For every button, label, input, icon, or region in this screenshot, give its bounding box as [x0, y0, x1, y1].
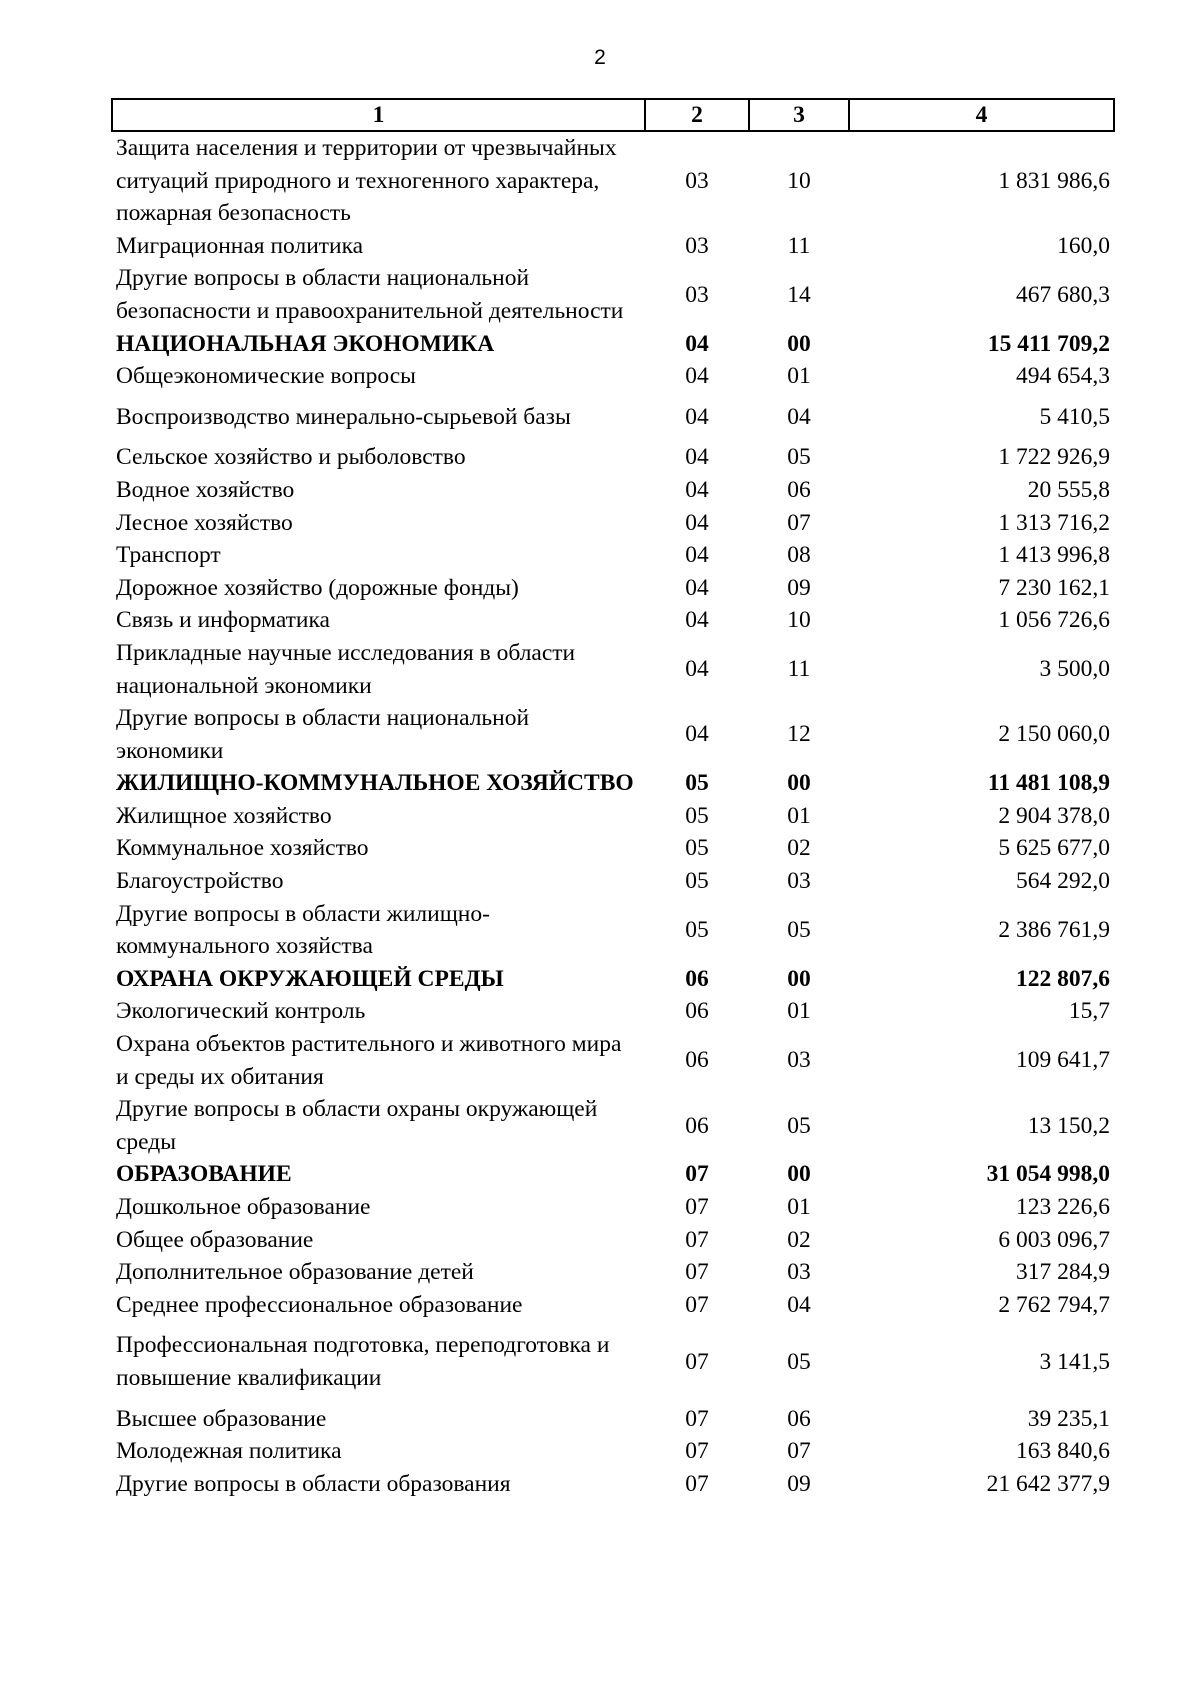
- row-name: Прикладные научные исследования в области национальной экономики: [116, 639, 576, 699]
- row-section-code: 04: [685, 656, 709, 683]
- row-amount: 123 226,6: [1016, 1194, 1110, 1220]
- row-subsection-code: 07: [787, 509, 811, 536]
- row-section-code: 06: [685, 1112, 709, 1139]
- row-section-code: 07: [685, 1348, 709, 1375]
- row-section-code: 04: [685, 363, 709, 390]
- row-section-code: 04: [685, 476, 709, 503]
- table-row: [112, 604, 1114, 637]
- table-row: [112, 637, 1114, 702]
- row-amount: 1 313 716,2: [998, 509, 1110, 536]
- row-name: Другие вопросы в области жилищно-коммунального хозяйства: [116, 900, 490, 960]
- row-subsection-code: 00: [787, 770, 811, 797]
- row-subsection-code: 01: [787, 998, 811, 1025]
- row-subsection-code: 01: [787, 363, 811, 390]
- row-name: Профессиональная подготовка, переподготовка и повышение квалификации: [116, 1332, 610, 1391]
- row-section-code: 07: [685, 1470, 709, 1497]
- row-subsection-code: 01: [787, 802, 811, 829]
- row-subsection-code: 00: [787, 1161, 811, 1188]
- row-subsection-code: 10: [787, 167, 811, 194]
- row-section-code: 05: [685, 802, 709, 829]
- section-row: [112, 963, 1114, 996]
- row-amount: 39 235,1: [1027, 1405, 1110, 1432]
- row-amount: 31 054 998,0: [986, 1161, 1110, 1188]
- table-row: [112, 1321, 1114, 1402]
- table-row: [112, 1191, 1114, 1224]
- row-amount: 494 654,3: [1016, 363, 1110, 390]
- row-name: Дошкольное образование: [116, 1194, 371, 1220]
- row-section-code: 04: [685, 574, 709, 601]
- row-section-code: 03: [685, 281, 709, 308]
- row-subsection-code: 04: [787, 403, 811, 430]
- row-name: Водное хозяйство: [116, 476, 295, 503]
- table-row: [112, 1468, 1114, 1501]
- row-amount: 1 722 926,9: [998, 444, 1110, 471]
- row-amount: 317 284,9: [1016, 1259, 1110, 1286]
- page-number: 2: [594, 46, 606, 69]
- row-subsection-code: 06: [787, 1405, 811, 1432]
- row-name: Другие вопросы в области образования: [116, 1470, 511, 1497]
- row-subsection-code: 07: [787, 1438, 811, 1465]
- row-name: Транспорт: [116, 542, 221, 569]
- row-section-code: 07: [685, 1161, 709, 1188]
- row-amount: 6 003 096,7: [998, 1226, 1110, 1253]
- row-name: Охрана объектов растительного и животного мира и среды их обитания: [116, 1031, 622, 1090]
- row-amount: 109 641,7: [1016, 1047, 1110, 1074]
- table-row: [112, 1256, 1114, 1289]
- row-name: Связь и информатика: [116, 607, 330, 634]
- header-row: [112, 99, 1114, 131]
- table-row: [112, 702, 1114, 767]
- header-col-1: 1: [112, 99, 645, 131]
- row-section-code: 07: [685, 1226, 709, 1253]
- row-amount: 2 762 794,7: [998, 1291, 1110, 1318]
- row-section-code: 07: [685, 1405, 709, 1432]
- row-subsection-code: 00: [787, 965, 811, 992]
- table-body: [112, 131, 1114, 1500]
- row-amount: 160,0: [1057, 232, 1110, 259]
- row-amount: 2 150 060,0: [998, 721, 1110, 748]
- row-name: Другие вопросы в области национальной безопасности и правоохранительной деятельности: [116, 265, 624, 324]
- row-section-code: 07: [685, 1194, 709, 1220]
- table-row: [112, 539, 1114, 572]
- table-header: [112, 99, 1114, 131]
- row-subsection-code: 10: [787, 607, 811, 634]
- row-amount: 5 410,5: [1039, 403, 1110, 430]
- row-section-code: 04: [685, 330, 709, 357]
- row-amount: 1 413 996,8: [998, 542, 1110, 569]
- table-row: [112, 360, 1114, 393]
- row-amount: 163 840,6: [1016, 1438, 1110, 1465]
- row-subsection-code: 12: [787, 721, 811, 748]
- row-name: Высшее образование: [116, 1405, 327, 1432]
- row-amount: 11 481 108,9: [987, 770, 1110, 797]
- row-name: Молодежная политика: [116, 1438, 342, 1465]
- table-row: [112, 393, 1114, 442]
- row-subsection-code: 04: [787, 1291, 811, 1318]
- row-subsection-code: 11: [787, 656, 811, 683]
- row-name: Другие вопросы в области национальной экономики: [116, 705, 530, 764]
- table-row: [112, 800, 1114, 833]
- row-name: ОБРАЗОВАНИЕ: [116, 1161, 292, 1188]
- row-name: Жилищное хозяйство: [116, 802, 332, 829]
- row-name: Другие вопросы в области охраны окружающей среды: [116, 1096, 598, 1155]
- row-section-code: 03: [685, 232, 709, 259]
- row-amount: 1 056 726,6: [998, 607, 1110, 634]
- row-section-code: 05: [685, 770, 709, 797]
- row-name: Дорожное хозяйство (дорожные фонды): [116, 574, 519, 601]
- row-section-code: 04: [685, 509, 709, 536]
- header-col-3: 3: [749, 99, 849, 131]
- row-subsection-code: 03: [787, 1047, 811, 1074]
- section-row: [112, 767, 1114, 800]
- row-subsection-code: 05: [787, 1112, 811, 1139]
- table-row: [112, 507, 1114, 540]
- row-name: Коммунальное хозяйство: [116, 835, 369, 862]
- table-row: [112, 1435, 1114, 1468]
- row-section-code: 07: [685, 1438, 709, 1465]
- table-row: [112, 230, 1114, 263]
- table-row: [112, 1289, 1114, 1322]
- row-subsection-code: 09: [787, 1470, 811, 1497]
- header-col-2: 2: [645, 99, 749, 131]
- row-section-code: 04: [685, 542, 709, 569]
- row-amount: 15,7: [1068, 998, 1110, 1025]
- section-row: [112, 328, 1114, 361]
- table-row: [112, 1028, 1114, 1093]
- row-amount: 1 831 986,6: [998, 167, 1110, 194]
- row-subsection-code: 11: [787, 232, 811, 259]
- row-name: Благоустройство: [116, 868, 284, 895]
- section-row: [112, 1158, 1114, 1191]
- row-amount: 5 625 677,0: [998, 835, 1110, 862]
- row-amount: 7 230 162,1: [998, 574, 1110, 601]
- row-amount: 2 386 761,9: [998, 916, 1110, 943]
- row-subsection-code: 03: [787, 1259, 811, 1286]
- row-section-code: 04: [685, 444, 709, 471]
- row-amount: 564 292,0: [1016, 868, 1110, 895]
- table-row: [112, 262, 1114, 327]
- table-row: [112, 572, 1114, 605]
- row-name: Лесное хозяйство: [116, 509, 293, 536]
- row-amount: 21 642 377,9: [986, 1470, 1110, 1497]
- row-section-code: 03: [685, 167, 709, 194]
- table-row: [112, 1093, 1114, 1158]
- row-subsection-code: 00: [787, 330, 811, 357]
- row-name: Защита населения и территории от чрезвычайных ситуаций природного и техногенного характера, пожарная безопасность: [116, 135, 617, 227]
- row-amount: 467 680,3: [1016, 281, 1110, 308]
- row-amount: 15 411 709,2: [987, 330, 1110, 357]
- row-subsection-code: 14: [787, 281, 811, 308]
- row-subsection-code: 06: [787, 476, 811, 503]
- row-amount: 13 150,2: [1027, 1112, 1110, 1139]
- row-name: Миграционная политика: [116, 232, 364, 259]
- row-name: Дополнительное образование детей: [116, 1259, 474, 1286]
- table-row: [112, 898, 1114, 963]
- row-subsection-code: 03: [787, 868, 811, 895]
- row-section-code: 06: [685, 965, 709, 992]
- row-amount: 2 904 378,0: [998, 802, 1110, 829]
- table-row: [112, 474, 1114, 507]
- row-subsection-code: 02: [787, 1226, 811, 1253]
- table-row: [112, 865, 1114, 898]
- row-section-code: 04: [685, 607, 709, 634]
- row-subsection-code: 05: [787, 1348, 811, 1375]
- budget-table: [111, 98, 1115, 1500]
- header-col-4: 4: [849, 99, 1114, 131]
- row-name: Воспроизводство минерально-сырьевой базы: [116, 403, 571, 430]
- row-subsection-code: 05: [787, 444, 811, 471]
- row-subsection-code: 01: [787, 1194, 811, 1220]
- row-name: Среднее профессиональное образование: [116, 1291, 523, 1318]
- row-amount: 3 500,0: [1039, 656, 1110, 683]
- row-subsection-code: 05: [787, 916, 811, 943]
- row-section-code: 06: [685, 1047, 709, 1074]
- row-section-code: 05: [685, 916, 709, 943]
- row-name: Экологический контроль: [116, 998, 366, 1025]
- row-subsection-code: 08: [787, 542, 811, 569]
- table-row: [112, 995, 1114, 1028]
- row-name: ЖИЛИЩНО-КОММУНАЛЬНОЕ ХОЗЯЙСТВО: [116, 770, 634, 797]
- row-name: ОХРАНА ОКРУЖАЮЩЕЙ СРЕДЫ: [116, 965, 504, 992]
- row-section-code: 05: [685, 868, 709, 895]
- row-section-code: 06: [685, 998, 709, 1025]
- row-section-code: 05: [685, 835, 709, 862]
- table-row: [112, 1224, 1114, 1257]
- row-subsection-code: 02: [787, 835, 811, 862]
- row-section-code: 04: [685, 721, 709, 748]
- row-section-code: 04: [685, 403, 709, 430]
- row-amount: 3 141,5: [1039, 1348, 1110, 1375]
- row-name: Сельское хозяйство и рыболовство: [116, 444, 466, 471]
- table-row: [112, 832, 1114, 865]
- row-section-code: 07: [685, 1291, 709, 1318]
- row-subsection-code: 09: [787, 574, 811, 601]
- row-name: Общее образование: [116, 1226, 314, 1253]
- table-row: [112, 1403, 1114, 1436]
- row-amount: 20 555,8: [1027, 476, 1110, 503]
- row-name: Общеэкономические вопросы: [116, 363, 416, 390]
- row-name: НАЦИОНАЛЬНАЯ ЭКОНОМИКА: [116, 330, 495, 357]
- row-amount: 122 807,6: [1016, 965, 1110, 992]
- row-section-code: 07: [685, 1259, 709, 1286]
- table-row: [112, 441, 1114, 474]
- table-row: [112, 131, 1114, 230]
